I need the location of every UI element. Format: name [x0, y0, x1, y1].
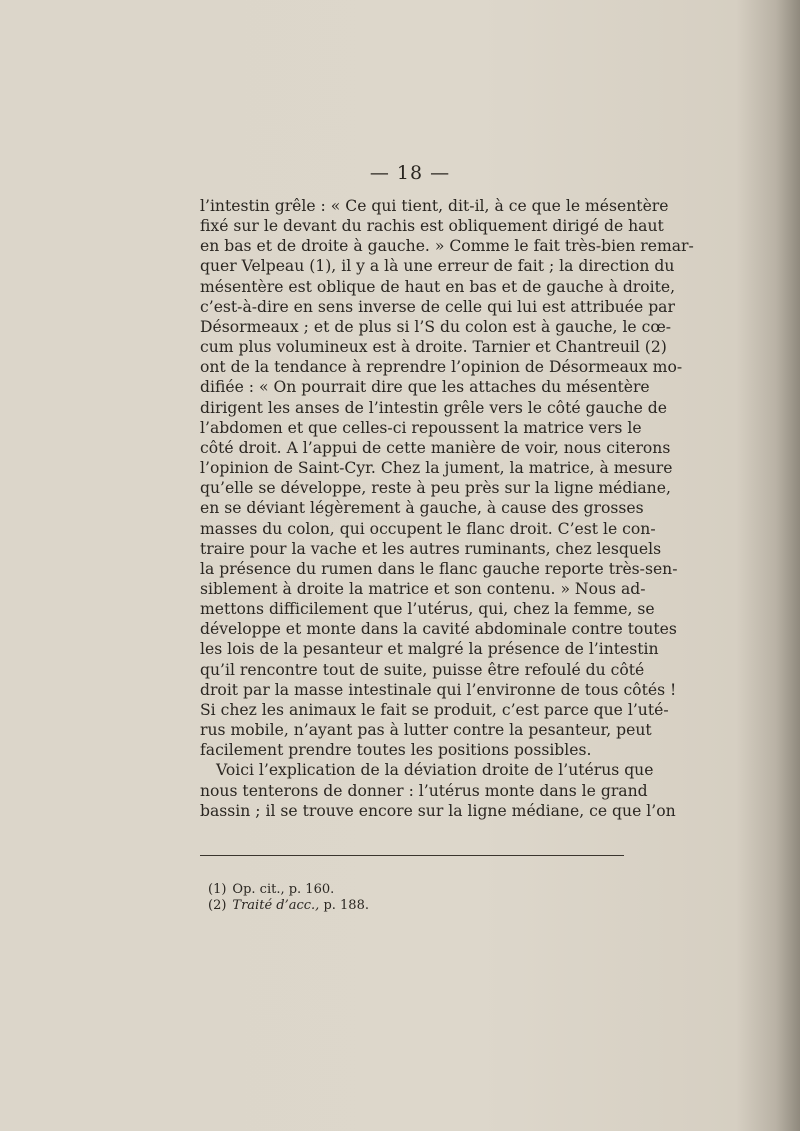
text-line: mettons difficilement que l’utérus, qui, chez la femme, se — [200, 600, 655, 619]
footnote — [208, 882, 369, 898]
text-line: Voici l’explication de la déviation droite de l’utérus que — [216, 761, 654, 780]
text-line: c’est-à-dire en sens inverse de celle qui lui est attribuée par — [200, 297, 675, 316]
text-line: nous tenterons de donner : l’utérus monte dans le grand — [200, 781, 648, 800]
text-line: ont de la tendance à reprendre l’opinion de Désormeaux mo- — [200, 358, 683, 377]
text-line: en se déviant légèrement à gauche, à cause des grosses — [200, 499, 644, 518]
footnote-number: (2) — [208, 898, 227, 913]
text-line: droit par la masse intestinale qui l’environne de tous côtés ! — [200, 680, 677, 699]
text-line: la présence du rumen dans le flanc gauche reporte très-sen- — [200, 559, 678, 578]
footnote — [208, 898, 369, 914]
text-line: difiée : « On pourrait dire que les attaches du mésentère — [200, 378, 650, 397]
text-line: Si chez les animaux le fait se produit, c’est parce que l’uté- — [200, 700, 669, 719]
text-line: facilement prendre toutes les positions possibles. — [200, 741, 592, 760]
text-line: l’opinion de Saint-Cyr. Chez la jument, la matrice, à mesure — [200, 459, 673, 478]
footnote-title: Traité d’acc., — [232, 898, 320, 913]
text-line: rus mobile, n’ayant pas à lutter contre la pesanteur, peut — [200, 721, 652, 740]
text-line: côté droit. A l’appui de cette manière de voir, nous citerons — [200, 438, 671, 457]
text-line: qu’elle se développe, reste à peu près sur la ligne médiane, — [200, 479, 671, 498]
text-line: développe et monte dans la cavité abdominale contre toutes — [200, 620, 677, 639]
footnotes — [208, 882, 369, 914]
text-line: qu’il rencontre tout de suite, puisse être refoulé du côté — [200, 660, 645, 679]
text-line: traire pour la vache et les autres ruminants, chez lesquels — [200, 539, 662, 558]
text-line: cum plus volumineux est à droite. Tarnier et Chantreuil (2) — [200, 338, 667, 357]
footnote-divider — [200, 855, 624, 856]
text-line: quer Velpeau (1), il y a là une erreur de fait ; la direction du — [200, 257, 675, 276]
text-line: siblement à droite la matrice et son contenu. » Nous ad- — [200, 579, 646, 598]
text-line: Désormeaux ; et de plus si l’S du colon est à gauche, le cœ- — [200, 317, 672, 336]
text-line: fixé sur le devant du rachis est obliquement dirigé de haut — [200, 217, 664, 236]
footnote-text: p. 188. — [323, 898, 369, 913]
text-line: en bas et de droite à gauche. » Comme le fait très-bien remar- — [200, 237, 694, 256]
text-line: l’abdomen et que celles-ci repoussent la matrice vers le — [200, 418, 642, 437]
text-line: masses du colon, qui occupent le flanc droit. C’est le con- — [200, 519, 656, 538]
text-line: dirigent les anses de l’intestin grêle vers le côté gauche de — [200, 398, 668, 417]
page-number: — 18 — — [369, 162, 451, 184]
footnote-text: Op. cit., p. 160. — [232, 882, 335, 897]
text-line: les lois de la pesanteur et malgré la présence de l’intestin — [200, 640, 659, 659]
text-line: mésentère est oblique de haut en bas et de gauche à droite, — [200, 277, 676, 296]
footnote-number: (1) — [208, 882, 227, 897]
text-line: bassin ; il se trouve encore sur la ligne médiane, ce que l’on — [200, 801, 676, 820]
body-text — [200, 196, 694, 821]
text-line: l’intestin grêle : « Ce qui tient, dit-il, à ce que le mésentère — [200, 197, 669, 215]
